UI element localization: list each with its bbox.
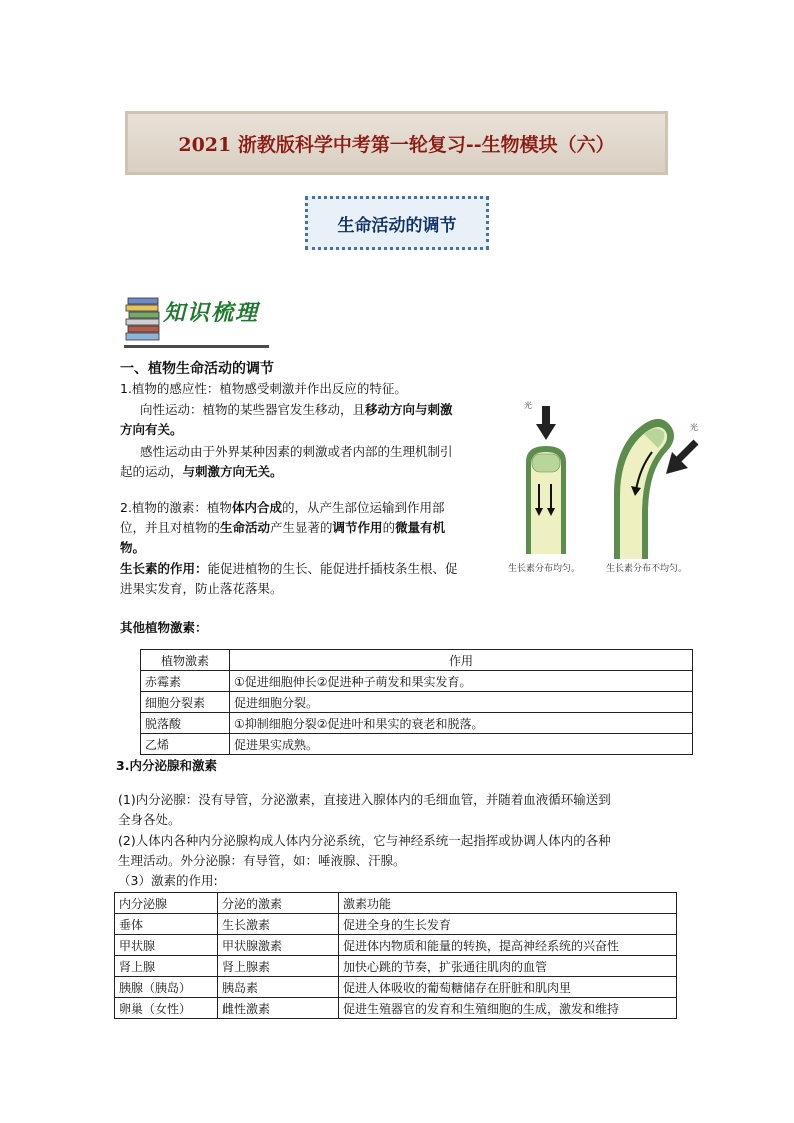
table-cell: 乙烯 (141, 734, 230, 755)
bold-text: 体内合成 (231, 500, 282, 515)
table-row (115, 935, 677, 956)
table-cell: 胰腺（胰岛） (115, 977, 218, 998)
table-row (115, 956, 677, 977)
table-header-row (141, 650, 693, 671)
arrow-diagonal-icon (666, 442, 696, 474)
table-cell: 雌性激素 (218, 998, 339, 1019)
books-icon (124, 296, 164, 344)
table-cell: 脱落酸 (141, 713, 230, 734)
light-label-1: 光 (524, 401, 532, 410)
text: 位，并且对植物的 (120, 520, 221, 535)
table-cell: 细胞分裂素 (141, 692, 230, 713)
section3-heading: 3.内分泌腺和激素 (116, 758, 217, 773)
table-cell: 赤霉素 (141, 671, 230, 692)
bold-text: 与刺激方向无关。 (182, 464, 283, 479)
table-row (141, 692, 693, 713)
paragraph-system-2: 生理活动。外分泌腺：有导管，如：唾液腺、汗腺。 (118, 853, 406, 868)
bold-text: 调节作用 (332, 520, 383, 535)
paragraph-endocrine-2: 全身各处。 (118, 812, 181, 827)
table-row (115, 914, 677, 935)
paragraph-hormone-1 (120, 498, 444, 518)
table-header: 植物激素 (141, 650, 230, 671)
table-cell: 甲状腺激素 (218, 935, 339, 956)
text: 能促进植物的生长、能促进扦插枝条生根、促 (207, 561, 458, 576)
table-cell: 卵巢（女性） (115, 998, 218, 1019)
text: 的 (382, 520, 396, 535)
other-hormones-title: 其他植物激素： (120, 620, 208, 635)
table-cell: 肾上腺 (115, 956, 218, 977)
bold-text: 微量有机 (395, 520, 446, 535)
table-cell: 促进体内物质和能量的转换，提高神经系统的兴奋性 (339, 935, 677, 956)
table-header-row (115, 893, 677, 914)
straight-shoot-illustration (526, 446, 566, 554)
table-row (141, 713, 693, 734)
paragraph-nastic-2 (120, 462, 283, 482)
paragraph-hormone-2 (120, 518, 445, 538)
paragraph-hormone-3 (120, 538, 145, 558)
text: 2.植物的激素：植物 (120, 500, 232, 515)
paragraph-nastic-1: 感性运动由于外界某种因素的刺激或者内部的生理机制引 (140, 444, 453, 459)
logo-text: 知识梳理 (163, 301, 260, 326)
title-banner (125, 111, 668, 175)
table-cell: 加快心跳的节奏，扩张通往肌肉的血管 (339, 956, 677, 977)
table-cell: 促进生殖器官的发育和生殖细胞的生成，激发和维持 (339, 998, 677, 1019)
table-cell: 促进细胞分裂。 (230, 692, 693, 713)
text: 向性运动：植物的某些器官发生移动，且 (140, 402, 366, 417)
figure-caption-right: 生长素分布不均匀。 (606, 564, 688, 574)
table-cell: 胰岛素 (218, 977, 339, 998)
table-header: 分泌的激素 (218, 893, 339, 914)
endocrine-table (114, 892, 677, 1019)
table-cell: ①促进细胞伸长②促进种子萌发和果实发育。 (230, 671, 693, 692)
paragraph-hormone-function: （3）激素的作用: (118, 873, 218, 888)
paragraph-tropism-1 (140, 400, 500, 420)
table-cell: 肾上腺素 (218, 956, 339, 977)
bold-text: 方向有关。 (120, 422, 183, 437)
figure-caption-left: 生长素分布均匀。 (508, 564, 581, 574)
table-cell: 促进全身的生长发育 (339, 914, 677, 935)
bold-text: 生命活动 (220, 520, 271, 535)
text: 起的运动， (120, 464, 183, 479)
table-cell: 甲状腺 (115, 935, 218, 956)
text: 产生显著的 (270, 520, 333, 535)
paragraph-auxin-2: 进果实发育，防止落花落果。 (120, 581, 283, 596)
paragraph-endocrine-1: (1)内分泌腺：没有导管，分泌激素，直接进入腺体内的毛细血管，并随着血液循环输送到 (118, 792, 611, 807)
page-title: 2021 浙教版科学中考第一轮复习--生物模块（六） (128, 114, 665, 172)
table-row (115, 977, 677, 998)
table-cell: 垂体 (115, 914, 218, 935)
table-cell: 促进人体吸收的葡萄糖储存在肝脏和肌肉里 (339, 977, 677, 998)
table-header: 内分泌腺 (115, 893, 218, 914)
table-cell: 生长激素 (218, 914, 339, 935)
arrow-down-icon (536, 406, 556, 440)
bold-text: 物。 (120, 540, 146, 555)
paragraph-sensitivity: 1.植物的感应性：植物感受刺激并作出反应的特征。 (120, 381, 407, 396)
table-row (115, 998, 677, 1019)
light-label-2: 光 (690, 423, 698, 432)
paragraph-tropism-2 (120, 420, 183, 440)
plant-hormone-table (140, 649, 693, 755)
paragraph-auxin-1 (120, 559, 458, 579)
table-header: 作用 (230, 650, 693, 671)
table-header: 激素功能 (339, 893, 677, 914)
bold-text: 生长素的作用： (120, 561, 208, 576)
auxin-figure (504, 394, 704, 586)
bold-text: 移动方向与刺激 (365, 402, 453, 417)
bending-shoot-illustration (614, 419, 674, 559)
table-row (141, 734, 693, 755)
logo-underline (124, 345, 269, 348)
paragraph-system-1: (2)人体内各种内分泌腺构成人体内分泌系统，它与神经系统一起指挥或协调人体内的各种 (118, 833, 611, 848)
section1-heading: 一、植物生命活动的调节 (120, 361, 274, 377)
section-subtitle: 生命活动的调节 (305, 196, 489, 250)
table-cell: 促进果实成熟。 (230, 734, 693, 755)
table-cell: ①抑制细胞分裂②促进叶和果实的衰老和脱落。 (230, 713, 693, 734)
text: 的，从产生部位运输到作用部 (281, 500, 445, 515)
table-row (141, 671, 693, 692)
